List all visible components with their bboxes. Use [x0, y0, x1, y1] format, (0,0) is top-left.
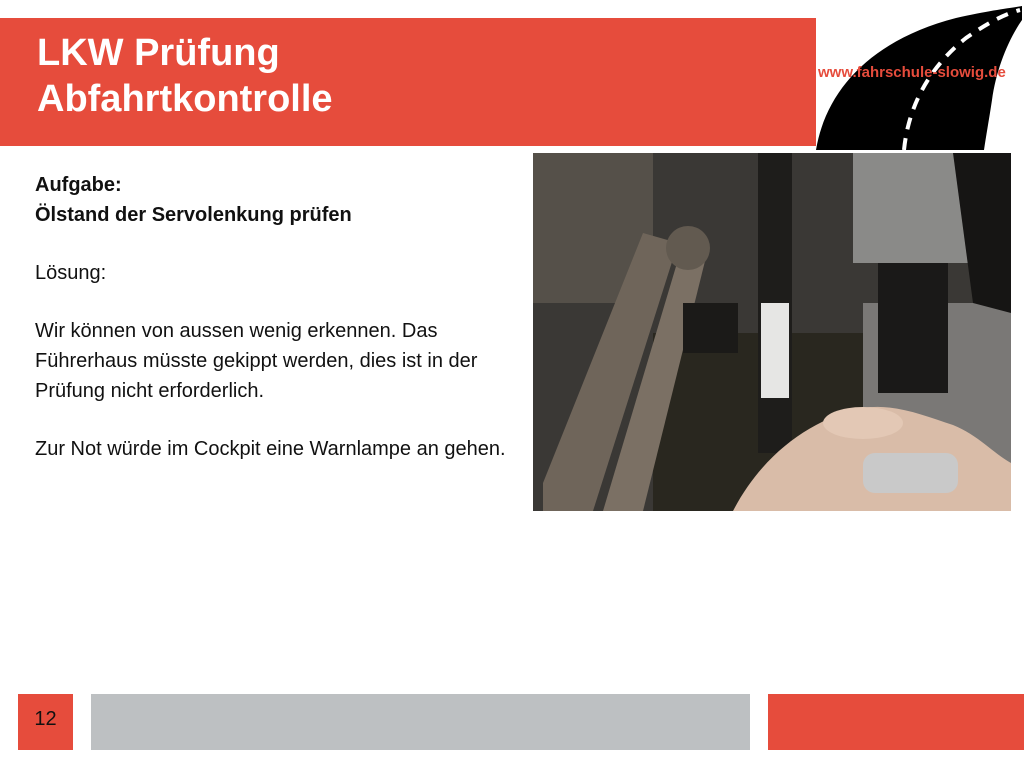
footer-gray-bar — [91, 694, 750, 750]
task-label: Aufgabe: — [35, 174, 122, 196]
note-text: Zur Not würde im Cockpit eine Warnlampe an gehen. — [35, 438, 506, 460]
task-text: Ölstand der Servolenkung prüfen — [35, 204, 352, 226]
slide-body — [35, 170, 520, 464]
page-number: 12 — [34, 708, 57, 730]
solution-label: Lösung: — [35, 262, 107, 284]
truck-steering-photo — [533, 153, 1011, 511]
solution-text: Wir können von aussen wenig erkennen. Das Führerhaus müsste gekippt werden, dies ist in der Prüfung nicht erforderlich. — [35, 320, 478, 402]
photo-illustration — [533, 153, 1011, 511]
title-line-1: LKW Prüfung — [37, 32, 280, 74]
page-title — [37, 30, 333, 122]
footer-page-box — [18, 694, 73, 750]
logo-url[interactable]: www.fahrschule-slowig.de — [818, 64, 1006, 81]
footer-red-bar — [768, 694, 1024, 750]
title-line-2: Abfahrtkontrolle — [37, 78, 333, 120]
